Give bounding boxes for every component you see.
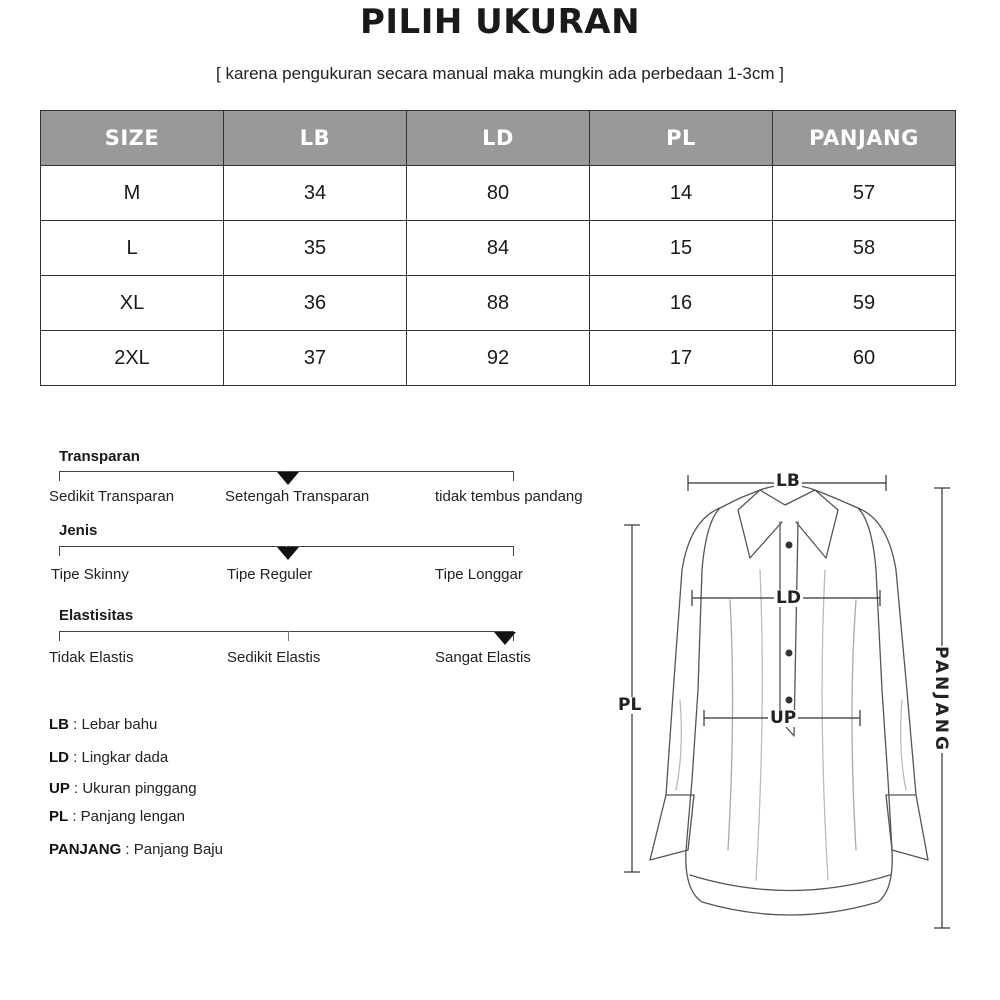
- legend-desc: : Panjang Baju: [121, 841, 223, 858]
- table-cell: 37: [224, 331, 407, 386]
- size-table: [40, 110, 956, 386]
- header-lb: LB: [224, 111, 407, 166]
- legend-desc: : Ukuran pinggang: [69, 780, 197, 797]
- diagram-label-panjang: PANJANG: [931, 646, 951, 753]
- legend-item-lb: [49, 716, 157, 733]
- scale-marker-transparan: [277, 472, 299, 485]
- table-cell: 92: [407, 331, 590, 386]
- table-cell: 88: [407, 276, 590, 331]
- table-cell: 16: [590, 276, 773, 331]
- diagram-label-up: UP: [770, 708, 797, 728]
- table-cell: 35: [224, 221, 407, 276]
- diagram-label-pl: PL: [618, 695, 642, 715]
- table-cell: 59: [773, 276, 956, 331]
- legend-desc: : Panjang lengan: [68, 808, 185, 825]
- scale-marker-elastisitas: [494, 632, 516, 645]
- header-pl: PL: [590, 111, 773, 166]
- table-cell: 84: [407, 221, 590, 276]
- header-panjang: PANJANG: [773, 111, 956, 166]
- legend-item-pl: [49, 808, 185, 825]
- diagram-label-ld: LD: [776, 588, 801, 608]
- page-title: PILIH UKURAN: [359, 2, 641, 42]
- legend-desc: : Lebar bahu: [69, 716, 158, 733]
- table-cell: 57: [773, 166, 956, 221]
- table-cell: 80: [407, 166, 590, 221]
- scale-label: Setengah Transparan: [225, 488, 370, 505]
- scale-label: Sedikit Elastis: [227, 649, 321, 666]
- scale-label: Tipe Skinny: [51, 566, 129, 583]
- scale-label: Tidak Elastis: [49, 649, 134, 666]
- table-cell: XL: [41, 276, 224, 331]
- header-ld: LD: [407, 111, 590, 166]
- scale-label: Sedikit Transparan: [49, 488, 175, 505]
- legend-key: PL: [49, 808, 69, 825]
- legend-item-up: [49, 780, 197, 797]
- scale-line-elastisitas: [59, 631, 514, 643]
- scale-title-jenis: Jenis: [59, 522, 98, 539]
- shirt-diagram: [610, 450, 990, 950]
- legend-key: LB: [49, 716, 69, 733]
- table-cell: L: [41, 221, 224, 276]
- diagram-label-lb: LB: [776, 471, 800, 491]
- scale-title-transparan: Transparan: [59, 448, 140, 465]
- table-row: [41, 276, 956, 331]
- scale-label: Sangat Elastis: [435, 649, 531, 666]
- legend-desc: : Lingkar dada: [69, 749, 169, 766]
- table-cell: M: [41, 166, 224, 221]
- table-header-row: [41, 111, 956, 166]
- table-row: [41, 331, 956, 386]
- scale-label: Tipe Reguler: [227, 566, 313, 583]
- table-cell: 15: [590, 221, 773, 276]
- legend-key: UP: [49, 780, 70, 797]
- legend-key: PANJANG: [49, 841, 122, 858]
- table-cell: 34: [224, 166, 407, 221]
- scale-tick: [288, 631, 289, 641]
- table-row: [41, 221, 956, 276]
- table-cell: 60: [773, 331, 956, 386]
- measurement-note: [ karena pengukuran secara manual maka mungkin ada perbedaan 1-3cm ]: [216, 64, 784, 83]
- scale-label: tidak tembus pandang: [435, 488, 583, 505]
- table-cell: 58: [773, 221, 956, 276]
- table-row: [41, 166, 956, 221]
- table-cell: 17: [590, 331, 773, 386]
- table-cell: 14: [590, 166, 773, 221]
- table-cell: 36: [224, 276, 407, 331]
- legend-item-ld: [49, 749, 168, 766]
- scale-label: Tipe Longgar: [435, 566, 523, 583]
- header-size: SIZE: [41, 111, 224, 166]
- legend-key: LD: [49, 749, 69, 766]
- scale-marker-jenis: [277, 547, 299, 560]
- table-cell: 2XL: [41, 331, 224, 386]
- scale-title-elastisitas: Elastisitas: [59, 607, 134, 624]
- legend-item-panjang: [49, 841, 223, 858]
